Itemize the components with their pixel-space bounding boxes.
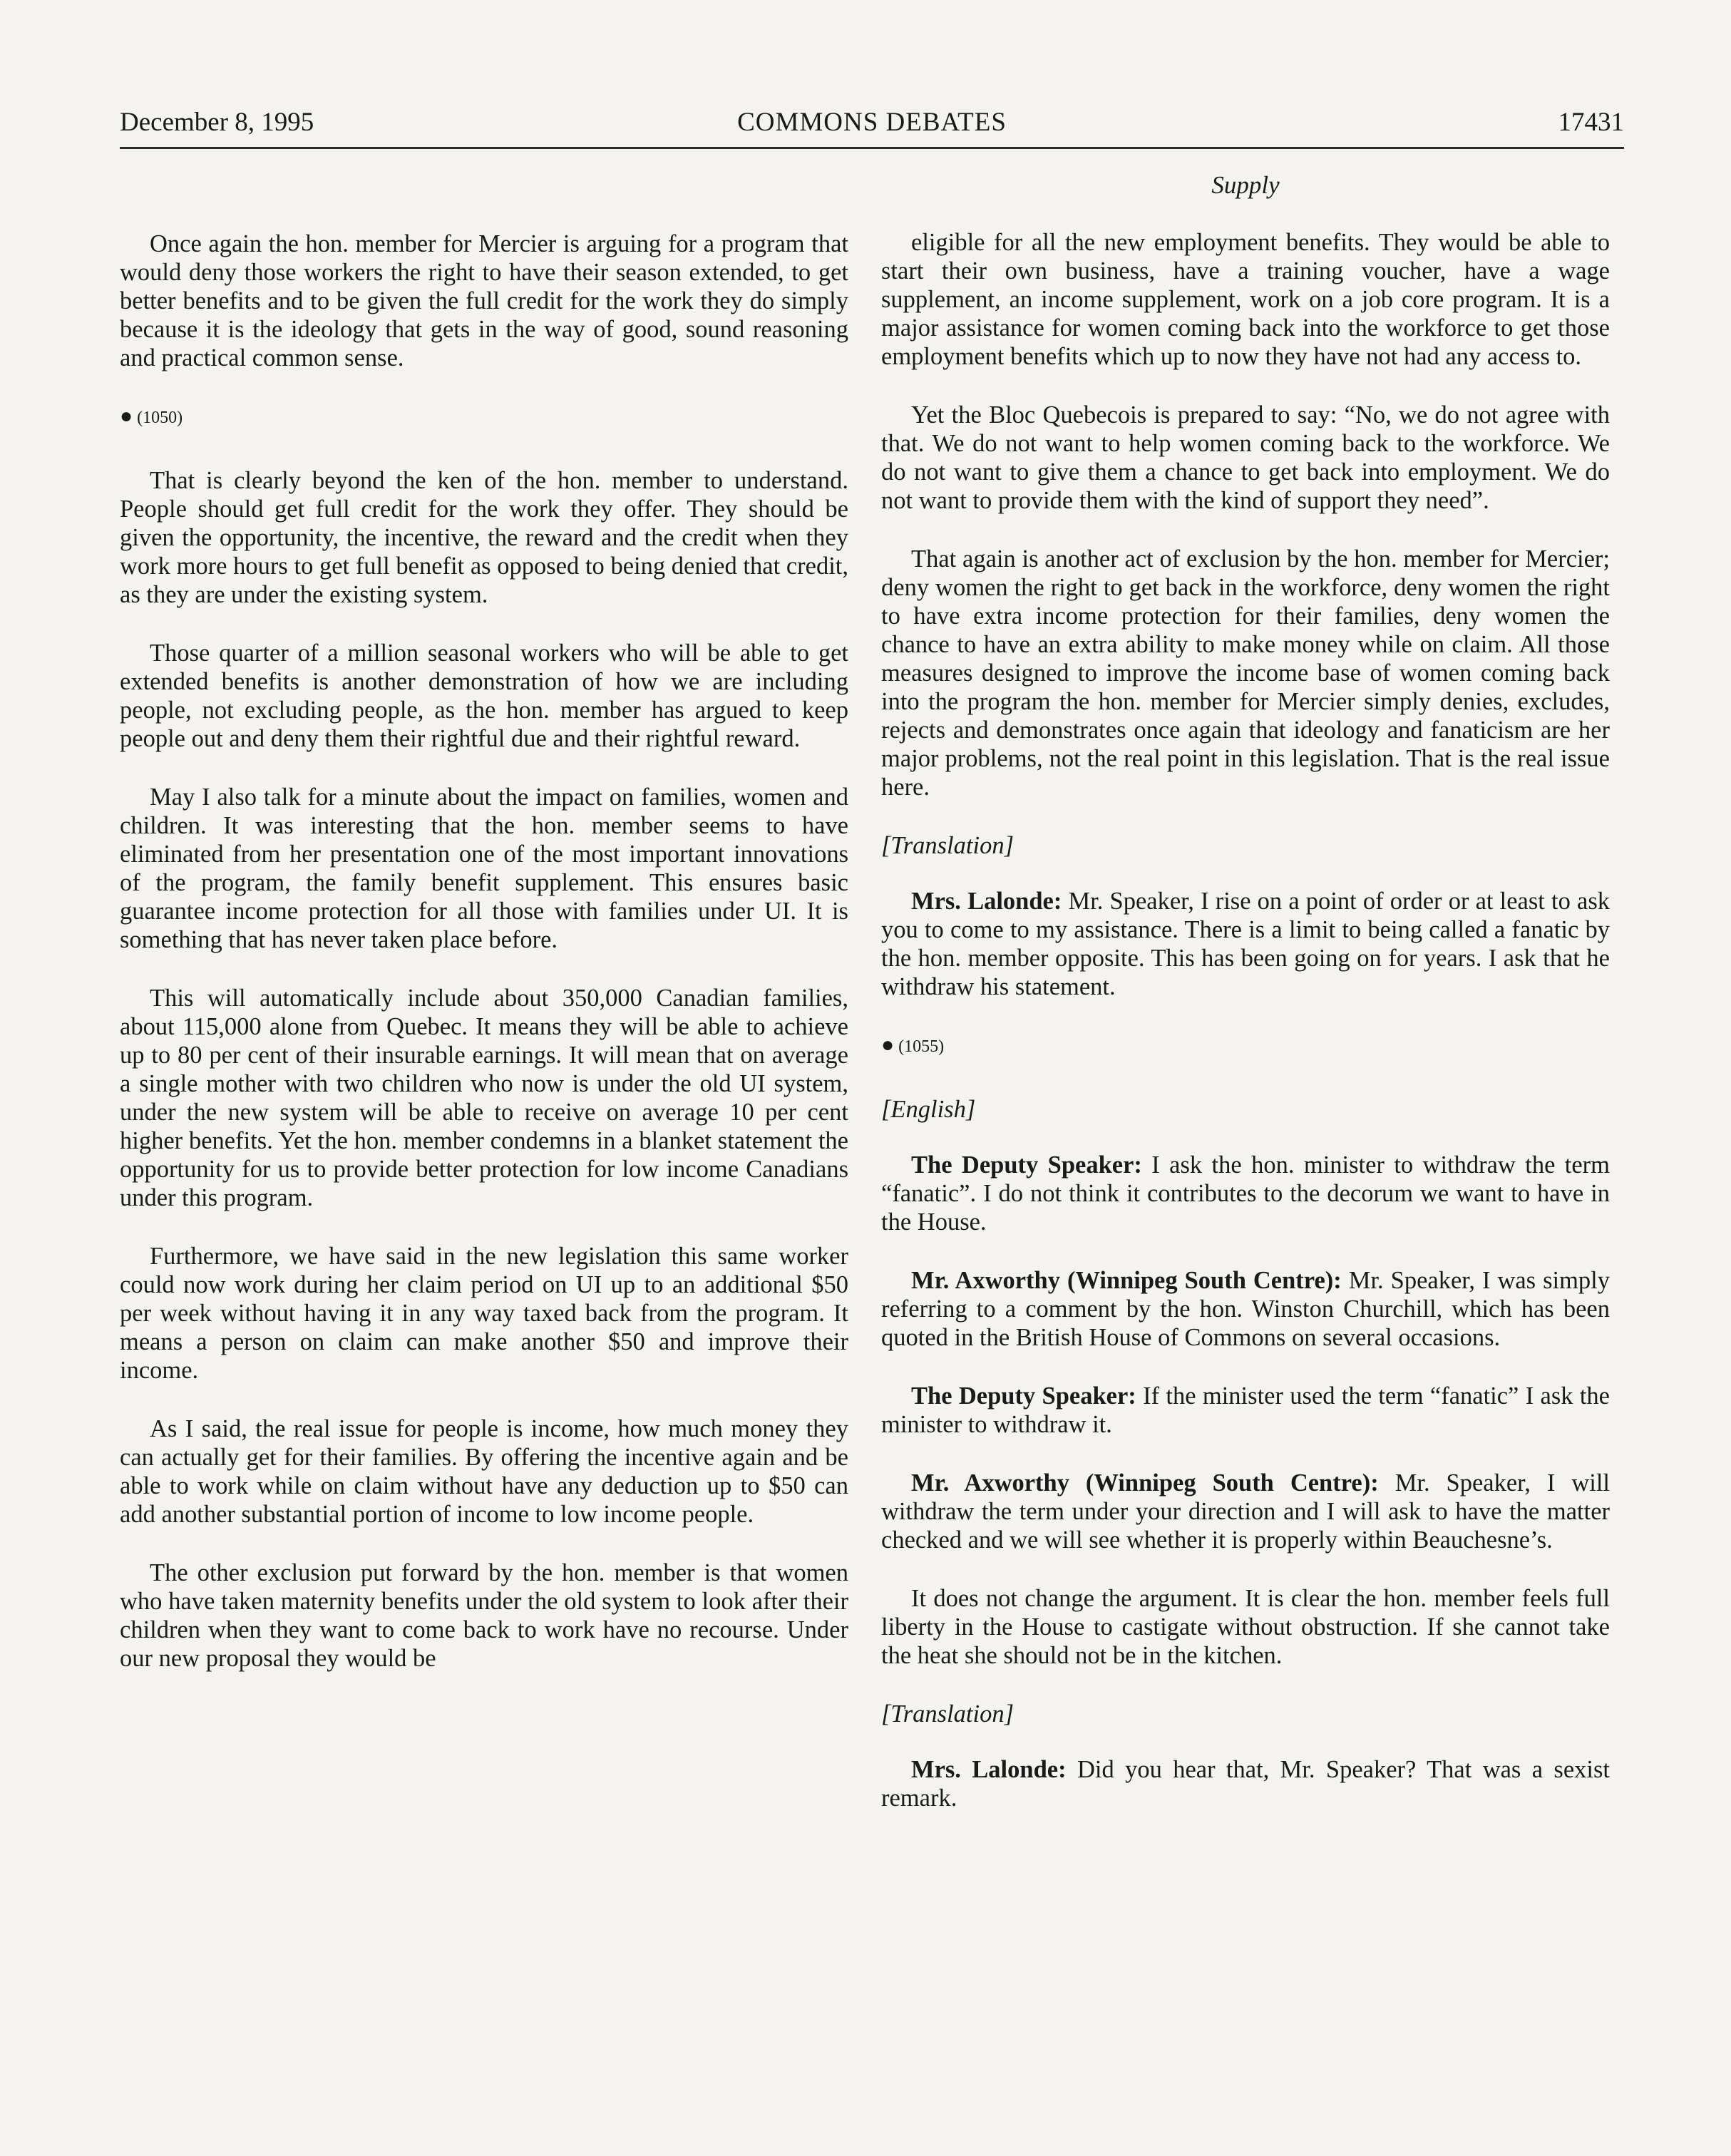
- bullet-icon: ●: [120, 404, 133, 428]
- speech: [881, 1755, 1610, 1812]
- language-label: [English]: [881, 1096, 976, 1123]
- speaker-name: Mrs. Lalonde:: [911, 888, 1062, 915]
- right-column: [881, 171, 1610, 1842]
- speech: [881, 1151, 1610, 1236]
- time-marker-text: (1050): [137, 409, 183, 427]
- paragraph: The other exclusion put forward by the hon. member is that women who have taken maternity benefits under the old system to look after their children when they want to come back to work have no recourse. Under our new proposal they would be: [120, 1559, 848, 1672]
- paragraph: Those quarter of a million seasonal workers who will be able to get extended benefits is another demonstration of how we are including people, not excluding people, as the hon. member has argued to keep people out and deny them their rightful due and their rightful reward.: [120, 640, 848, 752]
- time-marker: [120, 402, 848, 431]
- speech-text: I ask the hon. minister to withdraw the term “fanatic”. I do not think it contributes to the decorum we want to have in the House.: [881, 1151, 1611, 1236]
- header-date: December 8, 1995: [120, 108, 314, 137]
- speech-text: Mr. Speaker, I will withdraw the term under your direction and I will ask to have the matter checked and we will see whether it is properly within Beauchesne’s.: [881, 1469, 1610, 1554]
- time-marker-text: (1055): [898, 1037, 945, 1056]
- speech: [881, 1266, 1610, 1352]
- paragraph: May I also talk for a minute about the impact on families, women and children. It was interesting that the hon. member seems to have eliminated from her presentation one of the most important innovations of the program, the family benefit supplement. This ensures basic guarantee income protection for all those with families under UI. It is something that has never taken place before.: [120, 784, 848, 953]
- header-page-number: 17431: [1558, 108, 1624, 137]
- page-header: [120, 100, 1624, 149]
- speaker-name: The Deputy Speaker:: [911, 1382, 1136, 1410]
- language-label: [Translation]: [881, 832, 1014, 859]
- time-marker: [881, 1031, 1610, 1059]
- section-title: Supply: [1211, 171, 1280, 199]
- paragraph: Once again the hon. member for Mercier is arguing for a program that would deny those workers the right to have their season extended, to get better benefits and to be given the full credit for the work they do simply because it is the ideology that gets in the way of good, sound reasoning and practical common sense.: [120, 230, 848, 371]
- paragraph: eligible for all the new employment benefits. They would be able to start their own business, have a training voucher, have a wage supplement, an income supplement, work on a job core program. It is a major assistance for women coming back into the workforce to get those employment benefits which up to now they have not had any access to.: [881, 229, 1610, 370]
- speech-text: Did you hear that, Mr. Speaker? That was a sexist remark.: [881, 1756, 1610, 1812]
- paragraph: It does not change the argument. It is clear the hon. member feels full liberty in the House to castigate without obstruction. If she cannot take the heat she should not be in the kitchen.: [881, 1585, 1610, 1669]
- speaker-name: Mr. Axworthy (Winnipeg South Centre):: [911, 1469, 1379, 1497]
- speech-text: Mr. Speaker, I was simply referring to a comment by the hon. Winston Churchill, which has been quoted in the British House of Commons on several occasions.: [881, 1267, 1611, 1351]
- paragraph: That again is another act of exclusion by the hon. member for Mercier; deny women the right to get back in the workforce, deny women the right to have extra income protection for their families, deny women the chance to have an extra ability to make money while on claim. All those measures designed to improve the income base of women coming back into the program the hon. member for Mercier simply denies, excludes, rejects and demonstrates once again that ideology and fanaticism are her major problems, not the real point in this legislation. That is the real issue here.: [881, 545, 1610, 801]
- speech-text: If the minister used the term “fanatic” I ask the minister to withdraw it.: [881, 1382, 1610, 1438]
- paragraph: Furthermore, we have said in the new legislation this same worker could now work during her claim period on UI up to an additional $50 per week without having it in any way taxed back from the program. It means a person on claim can make another $50 and improve their income.: [120, 1243, 848, 1384]
- paragraph: Yet the Bloc Quebecois is prepared to say: “No, we do not agree with that. We do not want to help women coming back to the workforce. We do not want to give them a chance to get back into employment. We do not want to provide them with the kind of support they need”.: [881, 401, 1610, 514]
- speech-text: Mr. Speaker, I rise on a point of order or at least to ask you to come to my assistance. There is a limit to being called a fanatic by the hon. member opposite. This has been going on for years. I ask that he withdraw his statement.: [881, 888, 1610, 1000]
- header-title: COMMONS DEBATES: [737, 108, 1007, 137]
- paragraph: This will automatically include about 350,000 Canadian families, about 115,000 alone from Quebec. It means they will be able to achieve up to 80 per cent of their insurable earnings. It will mean that on average a single mother with two children who now is under the old UI system, under the new system will be able to receive on average 10 per cent higher benefits. Yet the hon. member condemns in a blanket statement the opportunity for us to provide better protection for low income Canadians under this program.: [120, 985, 848, 1211]
- speech: [881, 1469, 1610, 1554]
- left-column: [120, 230, 848, 1703]
- speaker-name: Mrs. Lalonde:: [911, 1756, 1067, 1783]
- language-label: [Translation]: [881, 1700, 1014, 1728]
- paragraph: As I said, the real issue for people is income, how much money they can actually get for their families. By offering the incentive again and be able to work while on claim without have any deduction up to $50 can add another substantial portion of income to low income people.: [120, 1415, 848, 1528]
- paragraph: That is clearly beyond the ken of the hon. member to understand. People should get full credit for the work they offer. They should be given the opportunity, the incentive, the reward and the credit when they work more hours to get full benefit as opposed to being denied that credit, as they are under the existing system.: [120, 467, 848, 608]
- bullet-icon: ●: [881, 1033, 895, 1057]
- speech: [881, 887, 1610, 1001]
- speaker-name: Mr. Axworthy (Winnipeg South Centre):: [911, 1267, 1342, 1294]
- speaker-name: The Deputy Speaker:: [911, 1151, 1142, 1179]
- speech: [881, 1382, 1610, 1439]
